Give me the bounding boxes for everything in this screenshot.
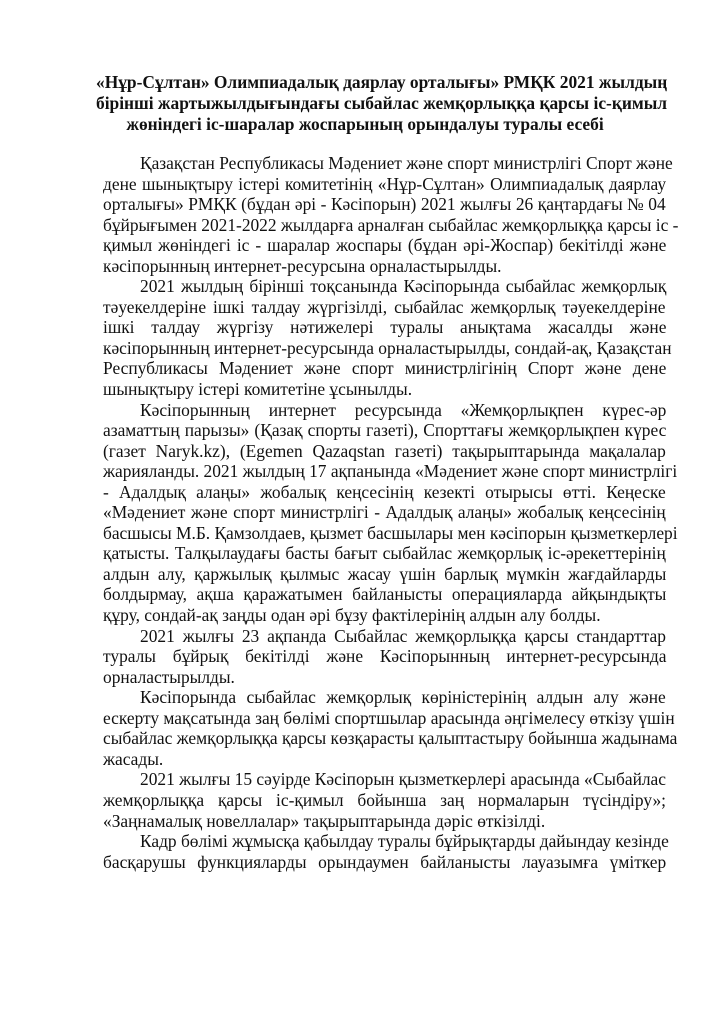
- paragraph-line: (газет Naryk.kz), (Egemen Qazaqstan газеті) тақырыптарында мақалалар: [103, 440, 666, 461]
- paragraph-line: дене шынықтыру істері комитетінің «Нұр-Сұлтан» Олимпиадалық даярлау: [103, 173, 667, 194]
- paragraph: [103, 399, 678, 626]
- paragraph-line: Кадр бөлімі жұмысқа қабылдау туралы бұйрықтарды дайындау кезінде: [140, 831, 669, 852]
- paragraph-line: алдын алу, қаржылық қылмыс жасау үшін барлық мүмкін жағдайларды: [103, 563, 667, 584]
- title-line: «Нұр-Сұлтан» Олимпиадалық даярлау орталығы» РМҚК 2021 жылдың: [96, 72, 668, 92]
- paragraph-line: құру, сондай-ақ заңды одан әрі бұзу фактілерінің алдын алу болды.: [103, 605, 601, 626]
- paragraph-line: Кәсіпорынның интернет ресурсында «Жемқорлықпен күрес-әр: [140, 399, 667, 420]
- paragraph-line: жасады.: [103, 748, 164, 769]
- paragraph: [103, 276, 672, 400]
- paragraph-line: 2021 жылдың бірінші тоқсанында Кәсіпорында сыбайлас жемқорлық: [140, 276, 667, 297]
- paragraph-line: ескерту мақсатында заң бөлімі спортшылар арасында әңгімелесу өткізу үшін: [103, 707, 675, 728]
- paragraph-line: орналастырылды.: [103, 666, 235, 687]
- paragraph-line: тәуекелдеріне ішкі талдау жүргізілді, сыбайлас жемқорлық тәуекелдеріне: [103, 296, 666, 317]
- paragraph: [103, 831, 669, 872]
- paragraph-line: кәсіпорынның интернет-ресурсында орналастырылды, сондай-ақ, Қазақстан: [103, 337, 672, 358]
- paragraph-line: - Адалдық алаңы» жобалық кеңсесінің кезекті отырысы өтті. Кеңеске: [103, 481, 666, 502]
- paragraph-line: сыбайлас жемқорлыққа қарсы көзқарасты қалыптастыру бойынша жадынама: [103, 728, 678, 749]
- paragraph: [103, 687, 678, 769]
- title-line: жөніндегі іс-шаралар жоспарының орындалуы туралы есебі: [126, 114, 604, 134]
- paragraph-line: қимыл жөніндегі іс - шаралар жоспары (бұдан әрі-Жоспар) бекітілді және: [103, 235, 667, 256]
- paragraph-line: бұйрығымен 2021-2022 жылдарға арналған сыбайлас жемқорлыққа қарсы іс -: [103, 214, 679, 235]
- paragraph-line: кәсіпорынның интернет-ресурсына орналастырылды.: [103, 255, 502, 276]
- paragraph-line: болдырмау, ақша қаражатымен байланысты операцияларда айқындықты: [103, 584, 667, 605]
- paragraph-line: Кәсіпорында сыбайлас жемқорлық көріністерінің алдын алу және: [140, 687, 666, 708]
- paragraph-line: Республикасы Мәдениет және спорт министрлігінің Спорт және дене: [103, 358, 667, 379]
- paragraph-line: 2021 жылғы 15 сәуірде Кәсіпорын қызметкерлері арасында «Сыбайлас: [140, 769, 666, 790]
- paragraph-line: шынықтыру істері комитетіне ұсынылды.: [103, 379, 413, 400]
- paragraph-line: Қазақстан Республикасы Мәдениет және спорт министрлігі Спорт және: [140, 153, 673, 173]
- paragraph: [103, 153, 679, 276]
- paragraph: [103, 626, 666, 688]
- paragraph-line: жемқорлыққа қарсы іс-қимыл бойынша заң нормаларын түсіндіру»;: [103, 789, 666, 810]
- document-title: [96, 72, 668, 135]
- title-line: бірінші жартыжылдығындағы сыбайлас жемқорлыққа қарсы іс-қимыл: [96, 93, 668, 113]
- paragraph-line: басшысы М.Б. Қамзолдаев, қызмет басшылары мен кәсіпорын қызметкерлері: [103, 522, 678, 543]
- paragraph-line: басқарушы функцияларды орындаумен байланысты лауазымға үміткер: [103, 851, 667, 872]
- paragraph-line: жарияланды. 2021 жылдың 17 ақпанында «Мәдениет және спорт министрлігі: [103, 461, 678, 482]
- paragraph-line: «Заңнамалық новеллалар» тақырыптарында дәріс өткізілді.: [103, 810, 546, 831]
- paragraph-line: ішкі талдау жүргізу нәтижелері туралы анықтама жасалды және: [103, 317, 667, 338]
- paragraph-line: «Мәдениет және спорт министрлігі - Адалдық алаңы» жобалық кеңсесінің: [103, 502, 666, 523]
- paragraph-line: туралы бұйрық бекітілді және Кәсіпорынның интернет-ресурсында: [103, 646, 667, 667]
- paragraph-line: азаматтың парызы» (Қазақ спорты газеті), Спорттағы жемқорлықпен күрес: [103, 420, 667, 441]
- paragraph: [103, 769, 666, 831]
- paragraph-line: орталығы» РМҚК (бұдан әрі - Кәсіпорын) 2021 жылғы 26 қаңтардағы № 04: [103, 194, 666, 215]
- document-body: [103, 153, 679, 872]
- paragraph-line: 2021 жылғы 23 ақпанда Сыбайлас жемқорлыққа қарсы стандарттар: [140, 625, 666, 646]
- paragraph-line: қатысты. Талқылаудағы басты бағыт сыбайлас жемқорлық іс-әрекеттерінің: [103, 543, 666, 564]
